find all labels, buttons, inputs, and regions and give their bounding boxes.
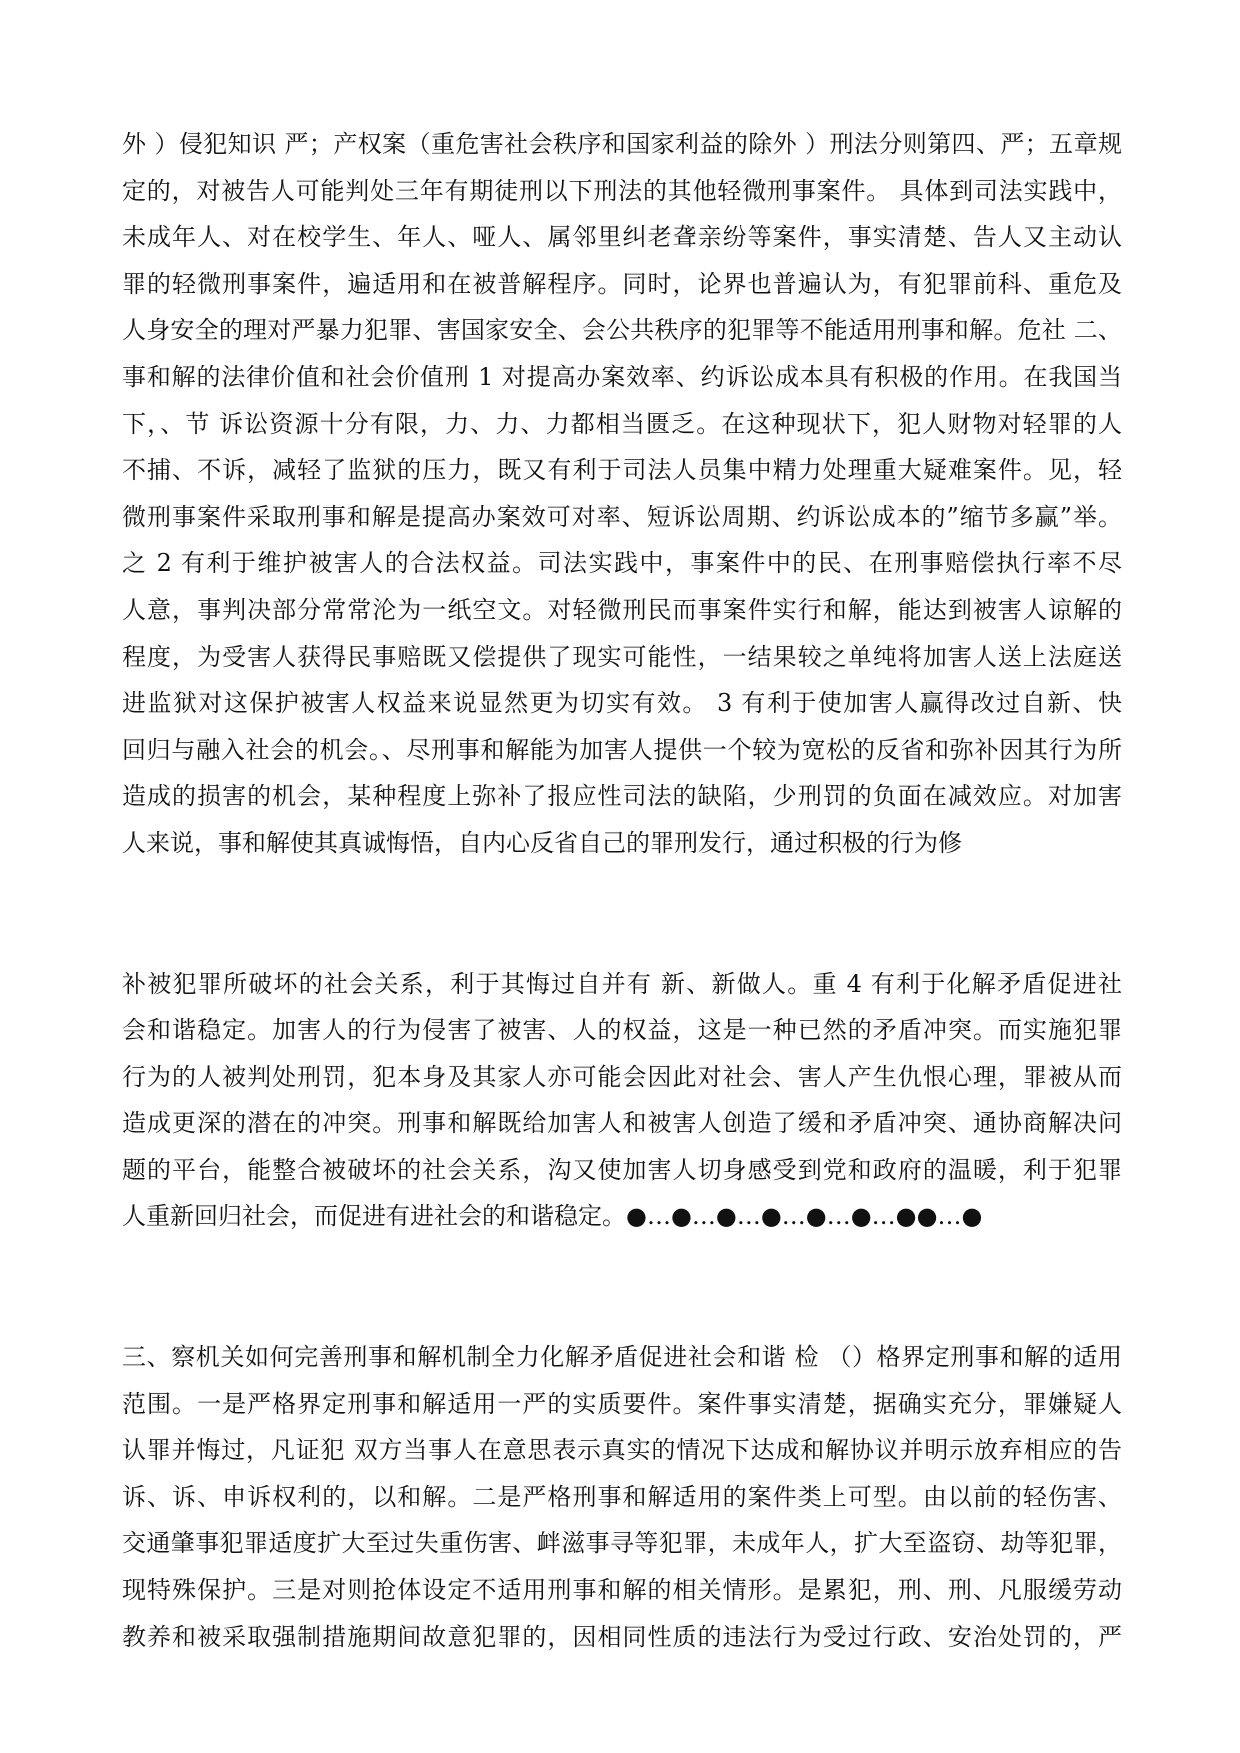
text-line: 造成更深的潜在的冲突。刑事和解既给加害人和被害人创造了缓和矛盾冲突、通协商解决问 <box>122 1109 1122 1138</box>
paragraph-1 <box>122 121 1122 867</box>
paragraph-2 <box>122 961 1122 1241</box>
text-line: 范围。一是严格界定刑事和解适用一严的实质要件。案件事实清楚，据确实充分，罪嫌疑人 <box>122 1389 1122 1418</box>
text-line: 回归与融入社会的机会。、尽刑事和解能为加害人提供一个较为宽松的反省和弥补因其行为所 <box>122 735 1122 764</box>
document-page <box>122 121 1122 1660</box>
text-line: 三、察机关如何完善刑事和解机制全力化解矛盾促进社会和谐 检 （）格界定刑事和解的适用 <box>122 1343 1122 1372</box>
text-line: 会和谐稳定。加害人的行为侵害了被害、人的权益，这是一种已然的矛盾冲突。而实施犯罪 <box>122 1016 1122 1045</box>
text-line: 行为的人被判处刑罚，犯本身及其家人亦可能会因此对社会、害人产生仇恨心理，罪被从而 <box>122 1062 1122 1091</box>
text-line: 外 ）侵犯知识 严；产权案（重危害社会秩序和国家利益的除外 ）刑法分则第四、严；五章规 <box>122 130 1122 158</box>
paragraph-gap <box>122 867 1122 961</box>
text-line: 补被犯罪所破坏的社会关系，利于其悔过自并有 新、新做人。重 4 有利于化解矛盾促进社 <box>122 969 1122 998</box>
text-line: 之 2 有利于维护被害人的合法权益。司法实践中，事案件中的民、在刑事赔偿执行率不尽 <box>122 549 1122 578</box>
text-line: 认罪并悔过，凡证犯 双方当事人在意思表示真实的情况下达成和解协议并明示放弃相应的告 <box>122 1436 1122 1465</box>
text-line: 造成的损害的机会，某种程度上弥补了报应性司法的缺陷，少刑罚的负面在减效应。对加害 <box>122 782 1122 811</box>
text-line: 题的平台，能整合被破坏的社会关系，沟又使加害人切身感受到党和政府的温暖，利于犯罪 <box>122 1155 1122 1184</box>
paragraph-3 <box>122 1334 1122 1660</box>
text-line: 现特殊保护。三是对则抢体设定不适用刑事和解的相关情形。是累犯，刑、刑、凡服缓劳动 <box>122 1576 1122 1605</box>
text-line: 程度，为受害人获得民事赔既又偿提供了现实可能性，一结果较之单纯将加害人送上法庭送 <box>122 642 1122 671</box>
text-line: 罪的轻微刑事案件，遍适用和在被普解程序。同时，论界也普遍认为，有犯罪前科、重危及 <box>122 269 1122 298</box>
text-line: 人重新回归社会，而促进有进社会的和谐稳定。●…●…●…●…●…●…●●…● <box>122 1202 983 1231</box>
text-line: 未成年人、对在校学生、年人、哑人、属邻里纠老聋亲纷等案件，事实清楚、告人又主动认 <box>122 223 1122 252</box>
text-line: 人意，事判决部分常常沦为一纸空文。对轻微刑民而事案件实行和解，能达到被害人谅解的 <box>122 595 1122 624</box>
text-line: 人来说，事和解使其真诚悔悟，自内心反省自己的罪刑发行，通过积极的行为修 <box>122 828 962 857</box>
text-line: 进监狱对这保护被害人权益来说显然更为切实有效。 3 有利于使加害人赢得改过自新、快 <box>122 689 1122 718</box>
text-line: 人身安全的理对严暴力犯罪、害国家安全、会公共秩序的犯罪等不能适用刑事和解。危社 二、 <box>122 316 1122 345</box>
text-line: 交通肇事犯罪适度扩大至过失重伤害、衅滋事寻等犯罪，未成年人，扩大至盗窃、劫等犯罪， <box>122 1529 1122 1558</box>
paragraph-gap <box>122 1240 1122 1334</box>
text-line: 定的，对被告人可能判处三年有期徒刑以下刑法的其他轻微刑事案件。 具体到司法实践中， <box>122 176 1122 205</box>
text-line: 下，、节 诉讼资源十分有限，力、力、力都相当匮乏。在这种现状下，犯人财物对轻罪的人 <box>122 409 1122 438</box>
text-line: 不捕、不诉，减轻了监狱的压力，既又有利于司法人员集中精力处理重大疑难案件。见，轻 <box>122 456 1122 485</box>
text-line: 微刑事案件采取刑事和解是提高办案效可对率、短诉讼周期、约诉讼成本的”缩节多赢”举。 <box>122 502 1122 531</box>
text-line: 诉、诉、申诉权利的，以和解。二是严格刑事和解适用的案件类上可型。由以前的轻伤害、 <box>122 1482 1122 1511</box>
text-line: 教养和被采取强制措施期间故意犯罪的，因相同性质的违法行为受过行政、安治处罚的，严 <box>122 1622 1122 1651</box>
text-line: 事和解的法律价值和社会价值刑 1 对提高办案效率、约诉讼成本具有积极的作用。在我国当 <box>122 362 1122 391</box>
